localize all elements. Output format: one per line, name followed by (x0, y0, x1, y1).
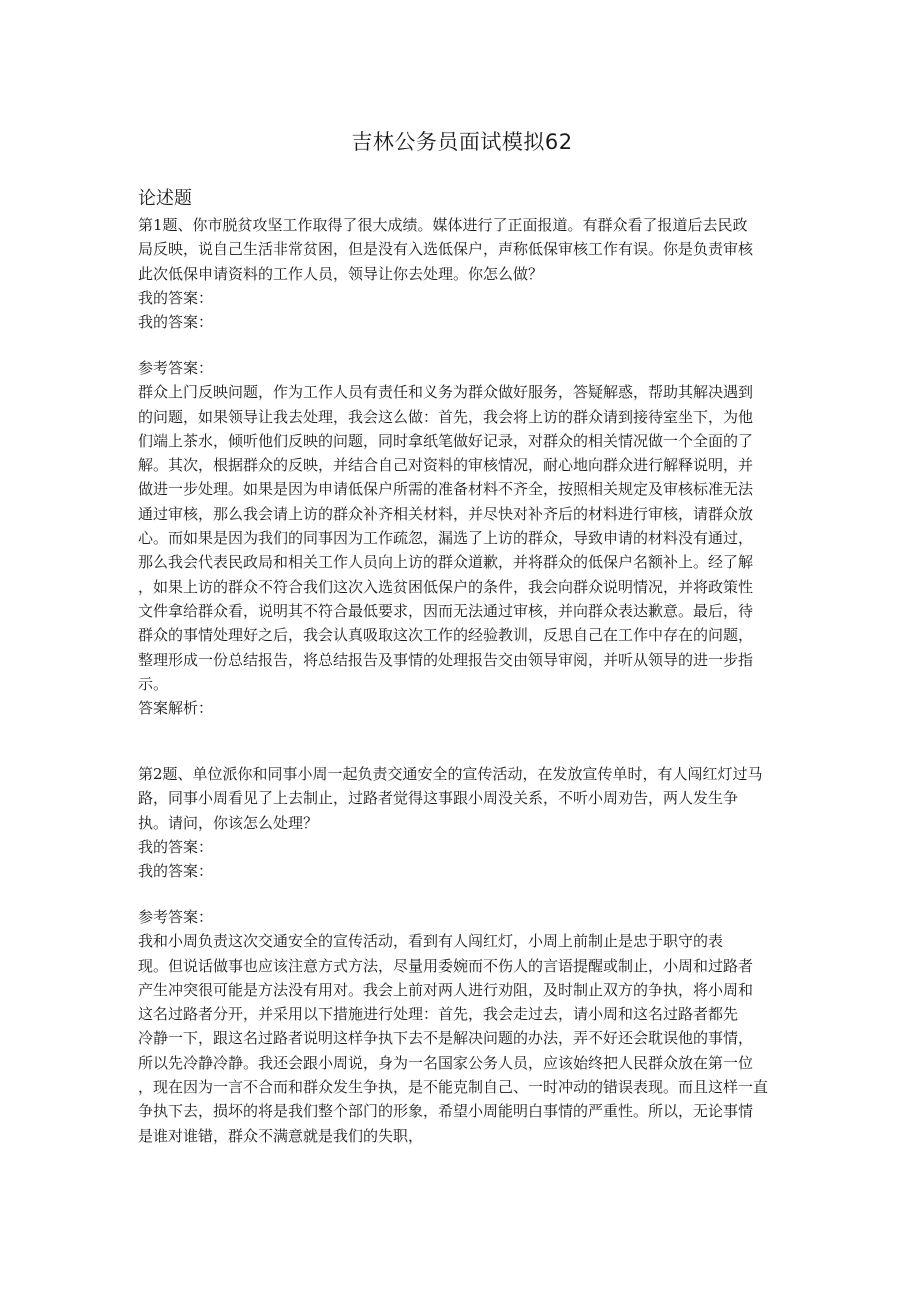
text-line: 产生冲突很可能是方法没有用对。我会上前对两人进行劝阻，及时制止双方的争执，将小周和 (138, 980, 754, 999)
text-line: 是谁对谁错，群众不满意就是我们的失职， (138, 1126, 424, 1145)
question-1-reference (138, 356, 786, 720)
text-line: 所以先冷静冷静。我还会跟小周说，身为一名国家公务人员，应该始终把人民群众放在第一位 (138, 1053, 754, 1072)
text-line: 示。 (138, 674, 169, 693)
page-title: 吉林公务员面试模拟62 (351, 130, 573, 154)
answer-analysis-label: 答案解析： (138, 699, 214, 718)
my-answer-label: 我的答案： (138, 862, 214, 881)
text-line: 的问题，如果领导让我去处理，我会这么做：首先，我会将上访的群众请到接待室坐下，为他 (138, 407, 754, 426)
question-2-reference (138, 905, 786, 1148)
text-line: 冷静一下，跟这名过路者说明这样争执下去不是解决问题的办法，弄不好还会耽误他的事情， (138, 1029, 754, 1048)
reference-answer-label: 参考答案： (138, 359, 214, 377)
text-line: ，如果上访的群众不符合我们这次入选贫困低保户的条件，我会向群众说明情况，并将政策性 (138, 577, 754, 596)
my-answer-label: 我的答案： (138, 838, 214, 856)
text-line: 此次低保申请资料的工作人员，领导让你去处理。你怎么做？ (138, 264, 544, 283)
text-line: 通过审核，那么我会请上访的群众补齐相关材料，并尽快对补齐后的材料进行审核，请群众放 (138, 504, 754, 523)
my-answer-label: 我的答案： (138, 313, 214, 332)
text-line: 这名过路者分开，并采用以下措施进行处理：首先，我会走过去，请小周和这名过路者都先 (138, 1005, 739, 1024)
reference-answer-label: 参考答案： (138, 908, 214, 926)
text-line: 执。请问，你该怎么处理？ (138, 813, 319, 832)
text-line: 路，同事小周看见了上去制止，过路者觉得这事跟小周没关系，不听小周劝告，两人发生争 (138, 789, 739, 808)
text-line: 做进一步处理。如果是因为申请低保户所需的准备材料不齐全，按照相关规定及审核标准无法 (138, 480, 754, 499)
text-line: 我和小周负责这次交通安全的宣传活动，看到有人闯红灯，小周上前制止是忠于职守的表 (138, 932, 724, 951)
text-line: 文件拿给群众看，说明其不符合最低要求，因而无法通过审核，并向群众表达歉意。最后，待 (138, 601, 754, 620)
text-line: 群众上门反映问题，作为工作人员有责任和义务为群众做好服务，答疑解惑，帮助其解决遇到 (138, 383, 754, 402)
text-line: 第1题、你市脱贫攻坚工作取得了很大成绩。媒体进行了正面报道。有群众看了报道后去民政 (138, 216, 748, 234)
reference-answer-text (138, 380, 786, 696)
text-line: 争执下去，损坏的将是我们整个部门的形象，希望小周能明白事情的严重性。所以，无论事情 (138, 1102, 754, 1121)
question-2-text (138, 762, 786, 835)
question-1-text (138, 213, 786, 286)
text-line: 第2题、单位派你和同事小周一起负责交通安全的宣传活动，在发放宣传单时，有人闯红灯过马 (138, 765, 763, 783)
text-line: 现。但说话做事也应该注意方式方法，尽量用委婉而不伤人的言语提醒或制止，小周和过路者 (138, 956, 754, 975)
text-line: 解。其次，根据群众的反映，并结合自己对资料的审核情况，耐心地向群众进行解释说明，并 (138, 456, 754, 475)
text-line: 群众的事情处理好之后，我会认真吸取这次工作的经验教训，反思自己在工作中存在的问题， (138, 626, 754, 645)
text-line: ，现在因为一言不合而和群众发生争执，是不能克制自己、一时冲动的错误表现。而且这样一直 (138, 1078, 769, 1097)
section-heading: 论述题 (138, 188, 192, 209)
my-answer-label: 我的答案： (138, 289, 214, 307)
text-line: 们端上茶水，倾听他们反映的问题，同时拿纸笔做好记录，对群众的相关情况做一个全面的了 (138, 431, 754, 450)
text-line: 那么我会代表民政局和相关工作人员向上访的群众道歉，并将群众的低保户名额补上。经了解 (138, 553, 754, 572)
question-2-my-answer (138, 835, 786, 884)
text-line: 整理形成一份总结报告，将总结报告及事情的处理报告交由领导审阅，并听从领导的进一步指 (138, 650, 754, 669)
text-line: 局反映，说自己生活非常贫困，但是没有入选低保户，声称低保审核工作有误。你是负责审核 (138, 240, 754, 259)
question-1-my-answer (138, 286, 786, 335)
reference-answer-text (138, 929, 786, 1148)
text-line: 心。而如果是因为我们的同事因为工作疏忽，漏选了上访的群众，导致申请的材料没有通过， (138, 529, 754, 548)
